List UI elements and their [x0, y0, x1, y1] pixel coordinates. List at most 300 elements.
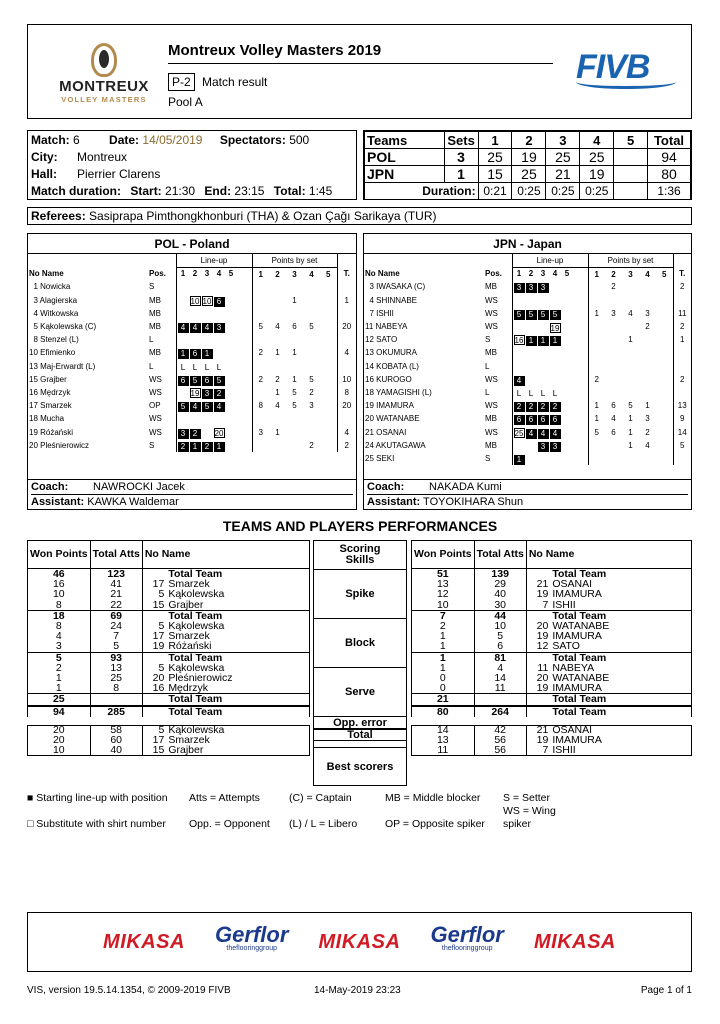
player-total: 20 [337, 320, 356, 333]
lineup-cell [226, 294, 237, 304]
won-points: 2 [412, 621, 475, 631]
player-pos: OP [149, 401, 161, 411]
set-points [303, 346, 320, 359]
set-points: 1 [588, 399, 605, 412]
set-points: 5 [292, 387, 297, 397]
player-pos: WS [149, 427, 162, 437]
player-lineup [176, 307, 252, 320]
won-points: 1 [412, 631, 475, 641]
lineup-cell [190, 307, 201, 317]
set-points [639, 346, 656, 359]
lineup-cell [226, 373, 237, 383]
team-name: POL - Poland [28, 234, 356, 254]
player-lineup [176, 280, 252, 293]
player-name: Total Team [166, 610, 309, 621]
legend-row [27, 805, 563, 831]
player-no: 20 [142, 673, 166, 683]
lineup-cell: 4 [550, 429, 561, 439]
lineup-cell [538, 373, 549, 383]
score-cell: 3 [444, 149, 478, 166]
doc-title: Match result [202, 75, 268, 89]
total-atts: 264 [474, 706, 526, 721]
set-points [656, 294, 673, 307]
won-points: 1 [28, 683, 91, 694]
referees-label: Referees: [31, 209, 86, 223]
player-name: Total Team [166, 652, 309, 663]
player-lineup [512, 412, 588, 425]
total-atts: 6 [474, 641, 526, 652]
won-points: 21 [412, 694, 475, 706]
total-atts: 11 [474, 683, 526, 694]
scoring-skills-column [313, 540, 407, 786]
player-pos: MB [149, 295, 161, 305]
set-points [269, 294, 286, 307]
player-pos: S [485, 335, 491, 345]
lineup-cell [526, 452, 537, 462]
player-no: 11 [526, 663, 550, 673]
player-row [28, 320, 356, 333]
won-points: 20 [28, 735, 91, 745]
set-points [656, 439, 673, 452]
lineup-cell [538, 360, 549, 370]
duration-cell: 0:25 [580, 183, 614, 200]
player-pos: MB [485, 414, 497, 424]
lineup-cell: L [204, 362, 210, 372]
skill-label: Total [314, 729, 406, 741]
player-row [364, 360, 691, 373]
lineup-cell [526, 439, 537, 449]
lineup-cell: 5 [178, 402, 189, 412]
won-points: 7 [412, 610, 475, 621]
set-points: 2 [252, 346, 269, 359]
player-lineup [512, 452, 588, 465]
player-lineup [176, 425, 252, 438]
lineup-cell [226, 346, 237, 356]
lineup-cell [226, 399, 237, 409]
skill-label: Best scorers [314, 747, 406, 785]
lineup-cell: 4 [202, 323, 213, 333]
no-name-header: No Name [142, 541, 309, 569]
set-number: 1 [516, 269, 522, 279]
lineup-cell [214, 307, 225, 317]
player-name: 17 Smarzek [29, 401, 72, 411]
lineup-cell [214, 346, 225, 356]
lineup-cell [562, 360, 573, 370]
player-perf-row [412, 721, 692, 735]
lineup-cell [178, 307, 189, 317]
legend-item: (L) / L = Libero [289, 818, 358, 830]
set-points [320, 373, 337, 386]
set-points [320, 346, 337, 359]
lineup-cell [562, 321, 573, 331]
lineup-cell [562, 294, 573, 304]
player-name: Total Team [550, 694, 691, 706]
lineup-cell: 2 [202, 442, 213, 452]
player-total: 9 [673, 412, 691, 425]
lineup-cell [226, 360, 237, 370]
set-points [286, 412, 303, 425]
players-table [28, 254, 356, 452]
duration-label: Match duration: [31, 184, 121, 198]
player-no: 17 [142, 579, 166, 589]
player-name: 16 KUROGO [365, 374, 412, 384]
lineup-cell [202, 281, 213, 291]
gerflor-logo [215, 922, 289, 956]
set-points [656, 386, 673, 399]
set-points [622, 294, 639, 307]
points-set-header: 2 [611, 269, 616, 279]
won-points: 10 [28, 589, 91, 599]
lineup-cell: 2 [550, 402, 561, 412]
total-atts: 24 [90, 621, 142, 631]
player-lineup [176, 439, 252, 452]
lineup-cell: 5 [190, 376, 201, 386]
player-total [337, 360, 356, 373]
player-name: 19 Różański [29, 427, 74, 437]
lineup-cell: L [528, 388, 534, 398]
set-points [269, 439, 286, 452]
players-table [364, 254, 691, 465]
lineup-cell [538, 294, 549, 304]
set-points [269, 280, 286, 293]
set-points [588, 439, 605, 452]
set-points: 5 [628, 401, 633, 411]
score-duration-row [365, 183, 691, 200]
set-points [639, 333, 656, 346]
set-points: 5 [309, 322, 314, 332]
player-name: IMAMURA [550, 683, 691, 694]
player-name: Total Team [550, 706, 691, 721]
lineup-cell: 3 [538, 442, 549, 452]
player-row [364, 320, 691, 333]
mikasa-logo: MIKASA [533, 930, 616, 953]
lineup-cell: 4 [190, 323, 201, 333]
player-name: 20 WATANABE [365, 414, 420, 424]
score-cell: 15 [478, 166, 512, 183]
score-cell: 25 [580, 149, 614, 166]
logo-word: MONTREUX [59, 78, 149, 95]
score-team-row [365, 149, 691, 166]
player-no: 7 [526, 745, 550, 756]
team-pol-box [27, 233, 357, 510]
set-points [622, 280, 639, 293]
coach-name: NAKADA Kumi [429, 481, 502, 493]
set-points [605, 346, 622, 359]
lineup-cell: 19 [550, 323, 560, 333]
lineup-cell [562, 347, 573, 357]
set-points: 4 [275, 401, 280, 411]
player-name: Total Team [166, 694, 309, 706]
player-pos: WS [485, 322, 498, 332]
lineup-cell: 3 [178, 429, 189, 439]
pol-performance-table [27, 540, 310, 756]
player-no: 19 [526, 735, 550, 745]
total-atts: 285 [90, 706, 142, 721]
set-points [639, 294, 656, 307]
won-points: 94 [28, 706, 91, 721]
match-no: 6 [73, 133, 80, 147]
set-points [252, 412, 269, 425]
player-total: 11 [673, 307, 691, 320]
total-atts: 58 [90, 721, 142, 735]
set-points: 4 [645, 440, 650, 450]
set-points: 1 [292, 295, 297, 305]
total-atts: 69 [90, 610, 142, 621]
set-points [639, 386, 656, 399]
player-lineup [176, 373, 252, 386]
total-atts: 14 [474, 673, 526, 683]
player-name: 24 AKUTAGAWA [365, 440, 426, 450]
assistant-label: Assistant: [367, 496, 421, 508]
lineup-cell: L [540, 388, 546, 398]
coach-name: NAWROCKI Jacek [93, 481, 185, 493]
player-name: 13 OKUMURA [365, 348, 418, 358]
team-name: JPN - Japan [364, 234, 691, 254]
player-lineup [512, 386, 588, 399]
total-atts: 8 [90, 683, 142, 694]
player-no: 5 [142, 663, 166, 673]
won-points: 14 [412, 721, 475, 735]
set-points [269, 360, 286, 373]
player-row [364, 412, 691, 425]
logo-sub: VOLLEY MASTERS [61, 95, 147, 104]
lineup-cell [514, 347, 525, 357]
player-pos: MB [485, 282, 497, 292]
team-total-row [412, 694, 692, 706]
player-name: 14 KOBATA (L) [365, 361, 419, 371]
legend-row [27, 792, 563, 805]
player-name: SATO [550, 641, 691, 652]
player-lineup [176, 412, 252, 425]
lineup-cell [226, 426, 237, 436]
lineup-cell [562, 333, 573, 343]
lineup-cell [514, 439, 525, 449]
lineup-cell: 6 [514, 415, 525, 425]
lineup-cell: 10 [202, 296, 212, 306]
set-points [605, 452, 622, 465]
set-points: 2 [588, 373, 605, 386]
lineup-cell [538, 347, 549, 357]
spectators: 500 [289, 133, 310, 147]
lineup-cell: 1 [538, 336, 549, 346]
set-points [656, 360, 673, 373]
player-name: 25 SEKI [365, 453, 395, 463]
players-subheader-row [28, 267, 356, 280]
player-row [28, 373, 356, 386]
team-jpn-box [363, 233, 692, 510]
duration-label: Duration: [365, 183, 479, 200]
total-atts [474, 694, 526, 706]
set-points [252, 280, 269, 293]
won-points: 13 [412, 579, 475, 589]
points-set-header: 3 [628, 269, 633, 279]
footer-version: VIS, version 19.5.14.1354, © 2009-2019 FIVB [27, 985, 231, 996]
player-name: Smarzek [166, 735, 309, 745]
hall: Pierrier Clarens [77, 167, 161, 181]
lineup-cell [178, 413, 189, 423]
set-points: 3 [645, 308, 650, 318]
score-cell: JPN [365, 166, 445, 183]
player-pos: L [149, 335, 154, 345]
lineup-cell: 2 [214, 389, 225, 399]
player-name: Grajber [166, 600, 309, 611]
player-lineup [512, 320, 588, 333]
set-points [605, 386, 622, 399]
set-points [588, 386, 605, 399]
lineup-header: Line-up [176, 254, 252, 267]
won-points: 51 [412, 569, 475, 580]
set-points: 1 [292, 374, 297, 384]
player-total: 14 [673, 425, 691, 438]
set-points [286, 280, 303, 293]
lineup-cell [550, 347, 561, 357]
player-name: Kąkolewska [166, 589, 309, 599]
footer-page: Page 1 of 1 [640, 985, 692, 996]
player-no: 21 [526, 579, 550, 589]
lineup-cell: 25 [514, 428, 524, 438]
player-row [28, 386, 356, 399]
set-points [269, 333, 286, 346]
no-name-header: No Name [526, 541, 691, 569]
player-name: 21 OSANAI [365, 427, 407, 437]
player-name: 15 Grajber [29, 374, 67, 384]
set-points [639, 452, 656, 465]
player-no: 12 [526, 641, 550, 652]
player-no [142, 706, 166, 721]
player-lineup [512, 373, 588, 386]
won-points: 46 [28, 569, 91, 580]
set-points: 3 [252, 425, 269, 438]
set-points: 2 [275, 374, 280, 384]
set-points: 1 [275, 348, 280, 358]
player-pos: WS [149, 374, 162, 384]
lineup-cell [190, 281, 201, 291]
score-header-cell: Teams [365, 132, 445, 149]
legend-item: (C) = Captain [289, 792, 352, 804]
player-total [337, 412, 356, 425]
player-name: Mędrzyk [166, 683, 309, 694]
set-number: 3 [540, 269, 546, 279]
score-header-row [365, 132, 691, 149]
score-cell: 21 [546, 166, 580, 183]
lineup-cell: L [192, 362, 198, 372]
player-name: 13 Maj-Erwardt (L) [29, 361, 96, 371]
lineup-cell: 6 [538, 415, 549, 425]
player-lineup [512, 280, 588, 293]
lineup-cell [226, 439, 237, 449]
set-points [605, 294, 622, 307]
lineup-cell [538, 321, 549, 331]
player-perf-row [28, 721, 310, 735]
total-atts: 41 [90, 579, 142, 589]
set-points [269, 412, 286, 425]
lineup-cell: L [180, 362, 186, 372]
player-row [364, 280, 691, 293]
player-pos: MB [485, 348, 497, 358]
set-points [303, 294, 320, 307]
total-atts [90, 694, 142, 706]
player-perf-row [412, 600, 692, 611]
player-name: 7 ISHII [365, 308, 394, 318]
score-header-cell: 5 [614, 132, 648, 149]
lineup-cell: 6 [526, 415, 537, 425]
lineup-sets-header [176, 267, 252, 280]
hall-label: Hall: [31, 167, 58, 181]
set-points [656, 346, 673, 359]
total-atts: 40 [474, 589, 526, 599]
legend-item: OP = Opposite spiker [385, 818, 485, 830]
lineup-cell [226, 413, 237, 423]
player-name: 11 NABEYA [365, 322, 408, 332]
score-header-cell: 1 [478, 132, 512, 149]
player-pos: MB [149, 308, 161, 318]
player-row [364, 452, 691, 465]
lineup-cell: 1 [550, 336, 561, 346]
footer [27, 985, 692, 996]
set-points [588, 360, 605, 373]
points-set-header: 4 [309, 269, 314, 279]
lineup-cell: 6 [214, 297, 225, 307]
match-label: Match: [31, 133, 70, 147]
set-points [656, 425, 673, 438]
total-atts: 56 [474, 735, 526, 745]
legend-item: ■ Starting line-up with position [27, 792, 168, 804]
player-no: 5 [142, 589, 166, 599]
team-total-row [28, 706, 310, 721]
set-points: 2 [645, 427, 650, 437]
set-points: 1 [588, 307, 605, 320]
player-no [142, 694, 166, 706]
lineup-cell [514, 321, 525, 331]
lineup-cell [202, 426, 213, 436]
lineup-cell: 3 [538, 283, 549, 293]
lineup-cell [202, 334, 213, 344]
lineup-cell [526, 373, 537, 383]
player-total: 13 [673, 399, 691, 412]
scoring-skills-header: Scoring Skills [314, 541, 406, 570]
won-points: 12 [412, 589, 475, 599]
score-cell: 80 [648, 166, 691, 183]
end-label: End: [204, 184, 232, 198]
lineup-cell [178, 281, 189, 291]
players-header-row [364, 254, 691, 267]
player-pos: MB [149, 348, 161, 358]
won-points: 0 [412, 683, 475, 694]
set-points [588, 346, 605, 359]
date-label: Date: [109, 133, 140, 147]
player-total [673, 346, 691, 359]
perf-header-row [412, 541, 692, 569]
player-name: Total Team [166, 569, 309, 580]
player-pos: WS [485, 308, 498, 318]
player-name: Total Team [550, 569, 691, 580]
total-atts: 4 [474, 663, 526, 673]
score-cell [614, 166, 648, 183]
player-no: 16 [142, 683, 166, 694]
assistant-label: Assistant: [31, 496, 85, 508]
player-total: 2 [673, 373, 691, 386]
player-lineup [176, 399, 252, 412]
set-points: 4 [611, 414, 616, 424]
player-perf-row [412, 683, 692, 694]
player-name: 16 Mędrzyk [29, 387, 71, 397]
player-name: 5 Kąkolewska (C) [29, 322, 97, 332]
gerflor-sub: theflooringgroup [441, 945, 493, 952]
player-row [28, 280, 356, 293]
set-points: 8 [252, 399, 269, 412]
player-perf-row [412, 641, 692, 652]
player-pos: WS [149, 387, 162, 397]
